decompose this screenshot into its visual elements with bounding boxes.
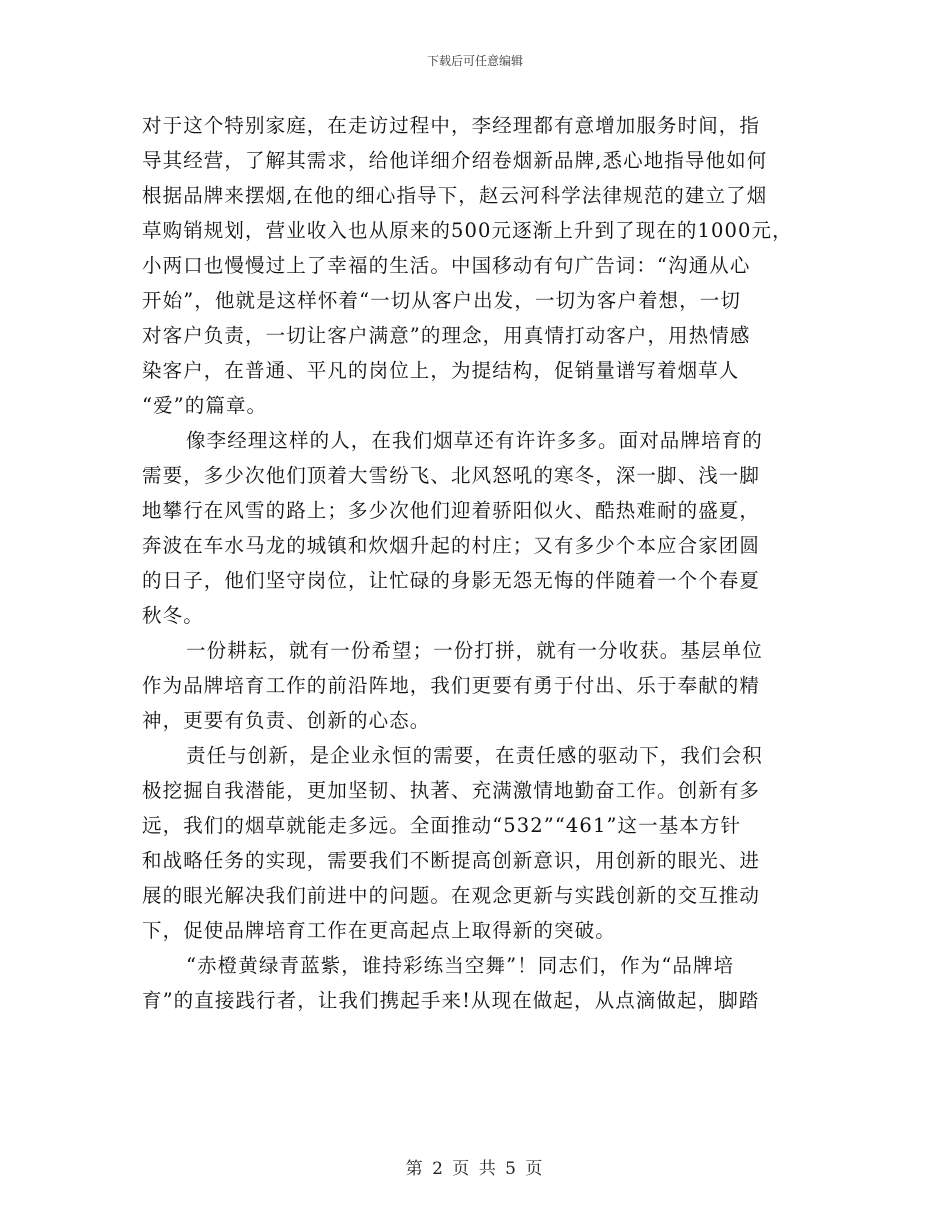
text-line: 像李经理这样的人，在我们烟草还有许许多多。面对品牌培育的 [186, 429, 763, 452]
text-line: 责任与创新，是企业永恒的需要，在责任感的驱动下，我们会积 [186, 744, 763, 767]
paragraph [142, 423, 812, 633]
paragraph [142, 108, 812, 423]
page-number: 第 2 页 共 5 页 [405, 1159, 545, 1179]
text-line: 开始”，他就是这样怀着“一切从客户出发，一切为客户着想，一切 [142, 289, 741, 312]
paragraph [142, 738, 812, 948]
page-header-note: 下载后可任意编辑 [426, 54, 523, 68]
text-line: 远，我们的烟草就能走多远。全面推动“532”“461”这一基本方针 [142, 814, 742, 837]
text-line: 小两口也慢慢过上了幸福的生活。中国移动有句广告词：“沟通从心 [142, 254, 751, 277]
paragraph [142, 633, 812, 738]
text-line: 神，更要有负责、创新的心态。 [142, 709, 431, 732]
text-line: 秋冬。 [142, 604, 204, 627]
document-body [142, 108, 812, 1018]
text-line: 和战略任务的实现，需要我们不断提高创新意识，用创新的眼光、进 [142, 849, 761, 872]
text-line: 根据品牌来摆烟,在他的细心指导下，赵云河科学法律规范的建立了烟 [142, 184, 768, 207]
text-line: 导其经营，了解其需求，给他详细介绍卷烟新品牌,悉心地指导他如何 [142, 149, 768, 172]
text-line: 对于这个特别家庭，在走访过程中，李经理都有意增加服务时间，指 [142, 114, 761, 137]
text-line: 对客户负责，一切让客户满意”的理念，用真情打动客户，用热情感 [142, 324, 751, 347]
text-line: 下，促使品牌培育工作在更高起点上取得新的突破。 [142, 919, 616, 942]
text-line: 的日子，他们坚守岗位，让忙碌的身影无怨无悔的伴随着一个个春夏 [142, 569, 761, 592]
text-line: 地攀行在风雪的路上；多少次他们迎着骄阳似火、酷热难耐的盛夏， [142, 499, 761, 522]
text-line: 草购销规划，营业收入也从原来的500元逐渐上升到了现在的1000元， [142, 219, 793, 242]
text-line: 需要，多少次他们顶着大雪纷飞、北风怒吼的寒冬，深一脚、浅一脚 [142, 464, 761, 487]
text-line: 一份耕耘，就有一份希望；一份打拼，就有一分收获。基层单位 [186, 639, 763, 662]
text-line: 奔波在车水马龙的城镇和炊烟升起的村庄；又有多少个本应合家团圆 [142, 534, 761, 557]
text-line: 育”的直接践行者，让我们携起手来!从现在做起，从点滴做起，脚踏 [142, 989, 760, 1012]
paragraph [142, 948, 812, 1018]
text-line: 极挖掘自我潜能，更加坚韧、执著、充满激情地勤奋工作。创新有多 [142, 779, 761, 802]
text-line: 作为品牌培育工作的前沿阵地，我们更要有勇于付出、乐于奉献的精 [142, 674, 761, 697]
text-line: 展的眼光解决我们前进中的问题。在观念更新与实践创新的交互推动 [142, 884, 761, 907]
text-line: “赤橙黄绿青蓝紫，谁持彩练当空舞”！同志们，作为“品牌培 [186, 954, 735, 977]
text-line: “爱”的篇章。 [142, 394, 268, 417]
text-line: 染客户，在普通、平凡的岗位上，为提结构，促销量谱写着烟草人 [142, 359, 740, 382]
